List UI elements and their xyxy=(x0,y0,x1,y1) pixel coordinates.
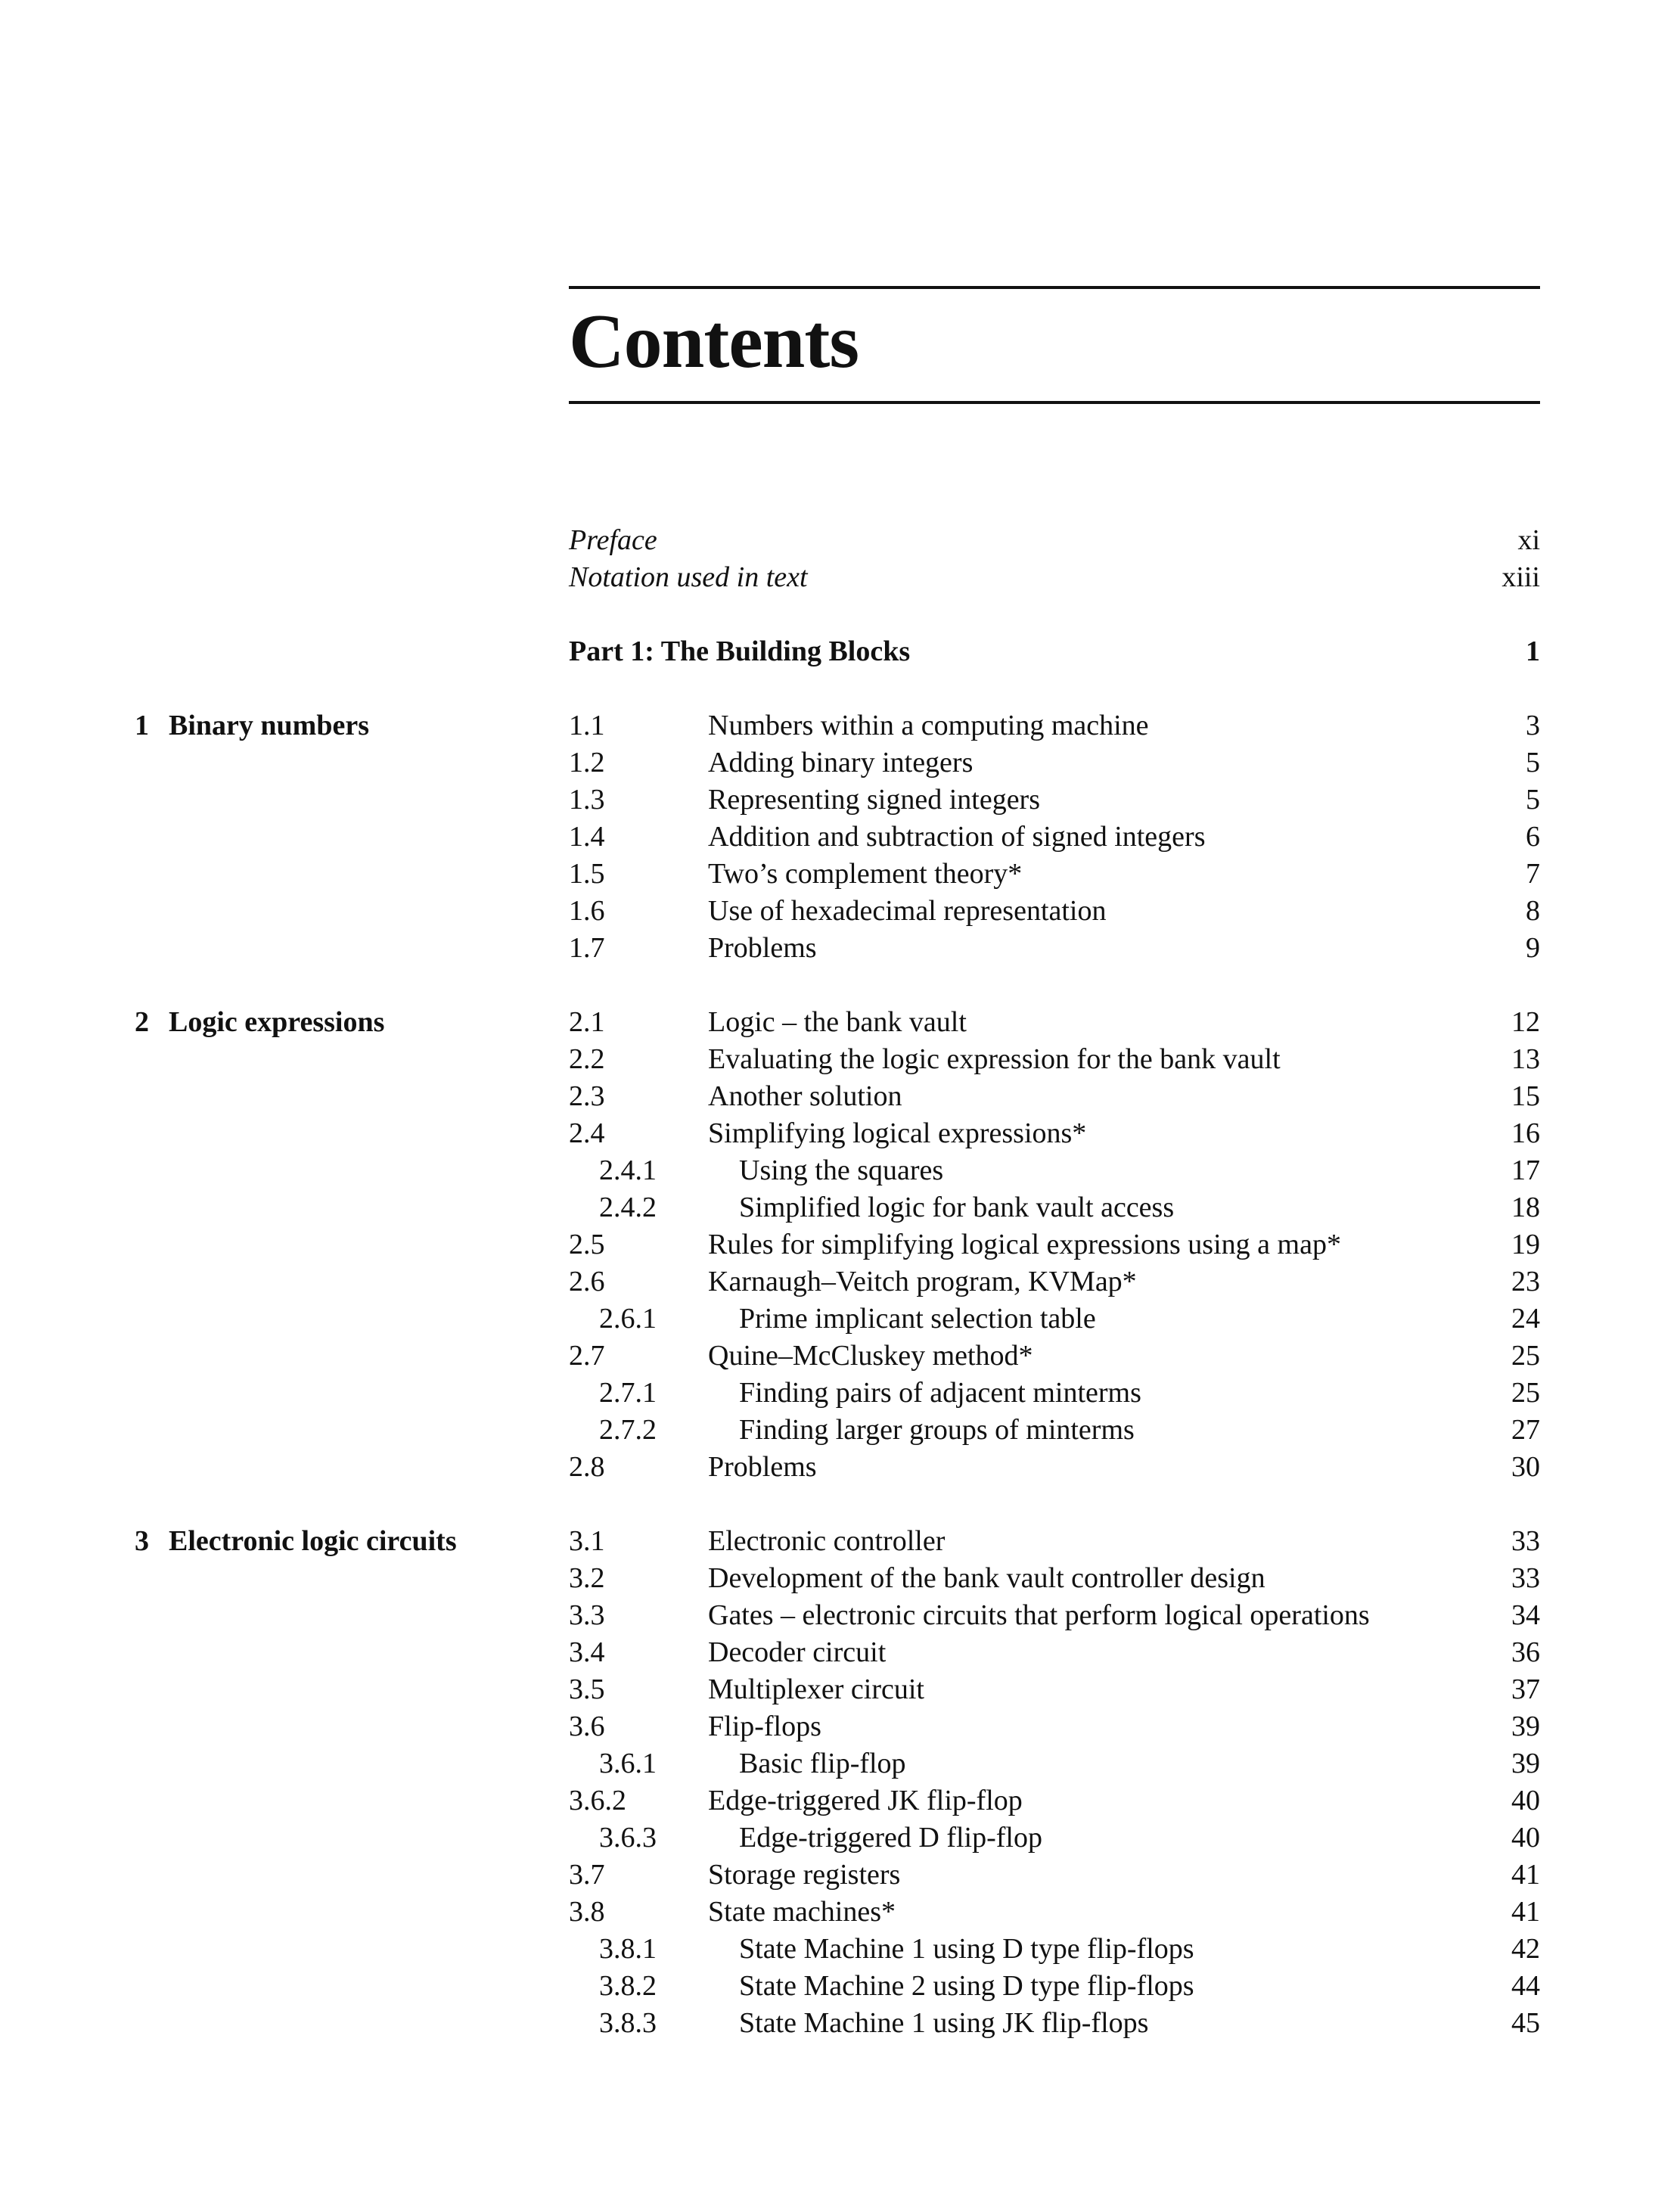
section-title: Evaluating the logic expression for the bank vault xyxy=(708,1043,1281,1075)
page-number: 19 xyxy=(1511,1229,1540,1260)
section-title: Representing signed integers xyxy=(708,784,1041,816)
page-number: 8 xyxy=(1526,895,1540,927)
section-number: 2.4.2 xyxy=(599,1192,657,1223)
toc-entry-section[interactable] xyxy=(0,1968,1680,2004)
toc-entry-section[interactable] xyxy=(0,782,1680,818)
toc-entry-section[interactable] xyxy=(0,1523,1680,1559)
toc-entry-section[interactable] xyxy=(0,1931,1680,1967)
section-number: 1.3 xyxy=(569,784,605,816)
section-title: Karnaugh–Veitch program, KVMap* xyxy=(708,1266,1137,1297)
section-number: 3.1 xyxy=(569,1525,605,1557)
page-number: 23 xyxy=(1511,1266,1540,1297)
chapter-number: 1 xyxy=(135,710,149,741)
toc-entry-section[interactable] xyxy=(0,1041,1680,1077)
page-number: 40 xyxy=(1511,1822,1540,1854)
page-number: 39 xyxy=(1511,1711,1540,1742)
toc-entry-section[interactable] xyxy=(0,1597,1680,1633)
section-number: 3.6 xyxy=(569,1711,605,1742)
page-number: 42 xyxy=(1511,1933,1540,1965)
toc-entry-section[interactable] xyxy=(0,1634,1680,1670)
toc-entry-section[interactable] xyxy=(0,856,1680,892)
section-number: 1.5 xyxy=(569,858,605,890)
toc-entry-section[interactable] xyxy=(0,1857,1680,1893)
section-title: Numbers within a computing machine xyxy=(708,710,1149,741)
toc-entry-section[interactable] xyxy=(0,1671,1680,1708)
section-title: Multiplexer circuit xyxy=(708,1673,924,1705)
page-number: 41 xyxy=(1511,1896,1540,1928)
toc-entry-section[interactable] xyxy=(0,930,1680,966)
page-number: 6 xyxy=(1526,821,1540,853)
section-number: 3.4 xyxy=(569,1636,605,1668)
toc-entry-section[interactable] xyxy=(0,1708,1680,1745)
toc-entry-section[interactable] xyxy=(0,1894,1680,1930)
toc-entry-section[interactable] xyxy=(0,893,1680,929)
section-title: Electronic controller xyxy=(708,1525,946,1557)
section-number: 3.8 xyxy=(569,1896,605,1928)
section-number: 2.3 xyxy=(569,1080,605,1112)
toc-entry-section[interactable] xyxy=(0,1782,1680,1819)
toc-entry-section[interactable] xyxy=(0,2005,1680,2041)
chapter-number: 3 xyxy=(135,1525,149,1557)
toc-entry-front-matter[interactable] xyxy=(0,559,1680,595)
chapter-heading xyxy=(135,707,369,744)
section-number: 2.5 xyxy=(569,1229,605,1260)
section-title: State Machine 1 using JK flip-flops xyxy=(739,2007,1149,2039)
section-title: Edge-triggered JK flip-flop xyxy=(708,1785,1023,1816)
section-number: 3.5 xyxy=(569,1673,605,1705)
toc-entry-section[interactable] xyxy=(0,1338,1680,1374)
page-number: 15 xyxy=(1511,1080,1540,1112)
section-title: Finding pairs of adjacent minterms xyxy=(739,1377,1141,1409)
section-number: 3.8.1 xyxy=(599,1933,657,1965)
section-title: Use of hexadecimal representation xyxy=(708,895,1107,927)
section-title: State machines* xyxy=(708,1896,896,1928)
section-number: 2.7.1 xyxy=(599,1377,657,1409)
toc-entry-section[interactable] xyxy=(0,819,1680,855)
toc-entry-section[interactable] xyxy=(0,1226,1680,1263)
toc-entry-section[interactable] xyxy=(0,744,1680,781)
toc-entry-section[interactable] xyxy=(0,1152,1680,1189)
page-number: xi xyxy=(1517,524,1540,556)
section-title: Decoder circuit xyxy=(708,1636,887,1668)
section-title: Edge-triggered D flip-flop xyxy=(739,1822,1042,1854)
page-number: 3 xyxy=(1526,710,1540,741)
part-title: Part 1: The Building Blocks xyxy=(569,635,911,667)
section-number: 2.4 xyxy=(569,1117,605,1149)
section-title: Prime implicant selection table xyxy=(739,1303,1096,1335)
section-number: 1.2 xyxy=(569,747,605,778)
page-number: 34 xyxy=(1511,1599,1540,1631)
toc-entry-section[interactable] xyxy=(0,1745,1680,1782)
page-number: 40 xyxy=(1511,1785,1540,1816)
section-title: Flip-flops xyxy=(708,1711,821,1742)
chapter-title: Electronic logic circuits xyxy=(169,1525,457,1557)
section-number: 2.1 xyxy=(569,1006,605,1038)
page-number: 13 xyxy=(1511,1043,1540,1075)
section-number: 2.6 xyxy=(569,1266,605,1297)
page-title: Contents xyxy=(569,299,859,384)
page-number: 41 xyxy=(1511,1859,1540,1891)
section-title: Adding binary integers xyxy=(708,747,974,778)
section-title: Two’s complement theory* xyxy=(708,858,1023,890)
page-number: 16 xyxy=(1511,1117,1540,1149)
section-number: 3.2 xyxy=(569,1562,605,1594)
page-number: 25 xyxy=(1511,1340,1540,1372)
toc-entry-section[interactable] xyxy=(0,1004,1680,1040)
section-title: Finding larger groups of minterms xyxy=(739,1414,1135,1446)
section-title: Simplified logic for bank vault access xyxy=(739,1192,1175,1223)
page-number: 27 xyxy=(1511,1414,1540,1446)
toc-entry-section[interactable] xyxy=(0,1449,1680,1485)
section-number: 3.7 xyxy=(569,1859,605,1891)
section-number: 3.8.3 xyxy=(599,2007,657,2039)
section-title: Using the squares xyxy=(739,1154,944,1186)
entry-title: Notation used in text xyxy=(569,561,808,593)
toc-entry-front-matter[interactable] xyxy=(0,522,1680,558)
section-title: Development of the bank vault controller design xyxy=(708,1562,1265,1594)
page-number: 18 xyxy=(1511,1192,1540,1223)
title-rule-top xyxy=(569,286,1540,289)
page-number: 5 xyxy=(1526,784,1540,816)
toc-entry-part[interactable] xyxy=(0,633,1680,670)
page-number: 33 xyxy=(1511,1562,1540,1594)
section-title: Addition and subtraction of signed integers xyxy=(708,821,1206,853)
section-title: Another solution xyxy=(708,1080,902,1112)
title-rule-bottom xyxy=(569,401,1540,404)
section-number: 1.6 xyxy=(569,895,605,927)
section-number: 1.7 xyxy=(569,932,605,964)
chapter-heading xyxy=(135,1004,384,1040)
page-number: 24 xyxy=(1511,1303,1540,1335)
section-title: State Machine 2 using D type flip-flops xyxy=(739,1970,1194,2002)
section-number: 3.3 xyxy=(569,1599,605,1631)
page-number: 37 xyxy=(1511,1673,1540,1705)
section-title: Problems xyxy=(708,1451,817,1483)
section-title: Storage registers xyxy=(708,1859,901,1891)
section-number: 2.6.1 xyxy=(599,1303,657,1335)
toc-entry-section[interactable] xyxy=(0,1819,1680,1856)
page-number: 7 xyxy=(1526,858,1540,890)
section-number: 3.6.2 xyxy=(569,1785,626,1816)
entry-title: Preface xyxy=(569,524,657,556)
page-number: 45 xyxy=(1511,2007,1540,2039)
section-title: State Machine 1 using D type flip-flops xyxy=(739,1933,1194,1965)
section-title: Quine–McCluskey method* xyxy=(708,1340,1033,1372)
page-number: 17 xyxy=(1511,1154,1540,1186)
page-number: 9 xyxy=(1526,932,1540,964)
page-number: xiii xyxy=(1501,561,1540,593)
page-number: 1 xyxy=(1526,635,1540,667)
chapter-title: Logic expressions xyxy=(169,1006,385,1038)
page-number: 30 xyxy=(1511,1451,1540,1483)
section-number: 2.2 xyxy=(569,1043,605,1075)
section-number: 2.4.1 xyxy=(599,1154,657,1186)
section-title: Logic – the bank vault xyxy=(708,1006,967,1038)
section-number: 2.7.2 xyxy=(599,1414,657,1446)
section-title: Basic flip-flop xyxy=(739,1748,906,1779)
section-number: 3.6.3 xyxy=(599,1822,657,1854)
toc-entry-section[interactable] xyxy=(0,1189,1680,1226)
page-number: 12 xyxy=(1511,1006,1540,1038)
section-number: 1.4 xyxy=(569,821,605,853)
toc-entry-section[interactable] xyxy=(0,707,1680,744)
page-number: 36 xyxy=(1511,1636,1540,1668)
section-title: Simplifying logical expressions* xyxy=(708,1117,1087,1149)
section-number: 2.7 xyxy=(569,1340,605,1372)
toc-entry-section[interactable] xyxy=(0,1412,1680,1448)
chapter-number: 2 xyxy=(135,1006,149,1038)
toc-entry-section[interactable] xyxy=(0,1375,1680,1411)
page-number: 33 xyxy=(1511,1525,1540,1557)
toc-entry-section[interactable] xyxy=(0,1560,1680,1596)
chapter-title: Binary numbers xyxy=(169,710,369,741)
chapter-heading xyxy=(135,1523,457,1559)
page-number: 44 xyxy=(1511,1970,1540,2002)
section-number: 1.1 xyxy=(569,710,605,741)
section-title: Gates – electronic circuits that perform logical operations xyxy=(708,1599,1370,1631)
section-number: 3.6.1 xyxy=(599,1748,657,1779)
toc-entry-section[interactable] xyxy=(0,1078,1680,1114)
toc-entry-section[interactable] xyxy=(0,1263,1680,1300)
page-number: 25 xyxy=(1511,1377,1540,1409)
section-title: Rules for simplifying logical expressions using a map* xyxy=(708,1229,1341,1260)
page-number: 39 xyxy=(1511,1748,1540,1779)
toc-entry-section[interactable] xyxy=(0,1300,1680,1337)
section-title: Problems xyxy=(708,932,817,964)
page-number: 5 xyxy=(1526,747,1540,778)
toc-entry-section[interactable] xyxy=(0,1115,1680,1151)
section-number: 2.8 xyxy=(569,1451,605,1483)
section-number: 3.8.2 xyxy=(599,1970,657,2002)
